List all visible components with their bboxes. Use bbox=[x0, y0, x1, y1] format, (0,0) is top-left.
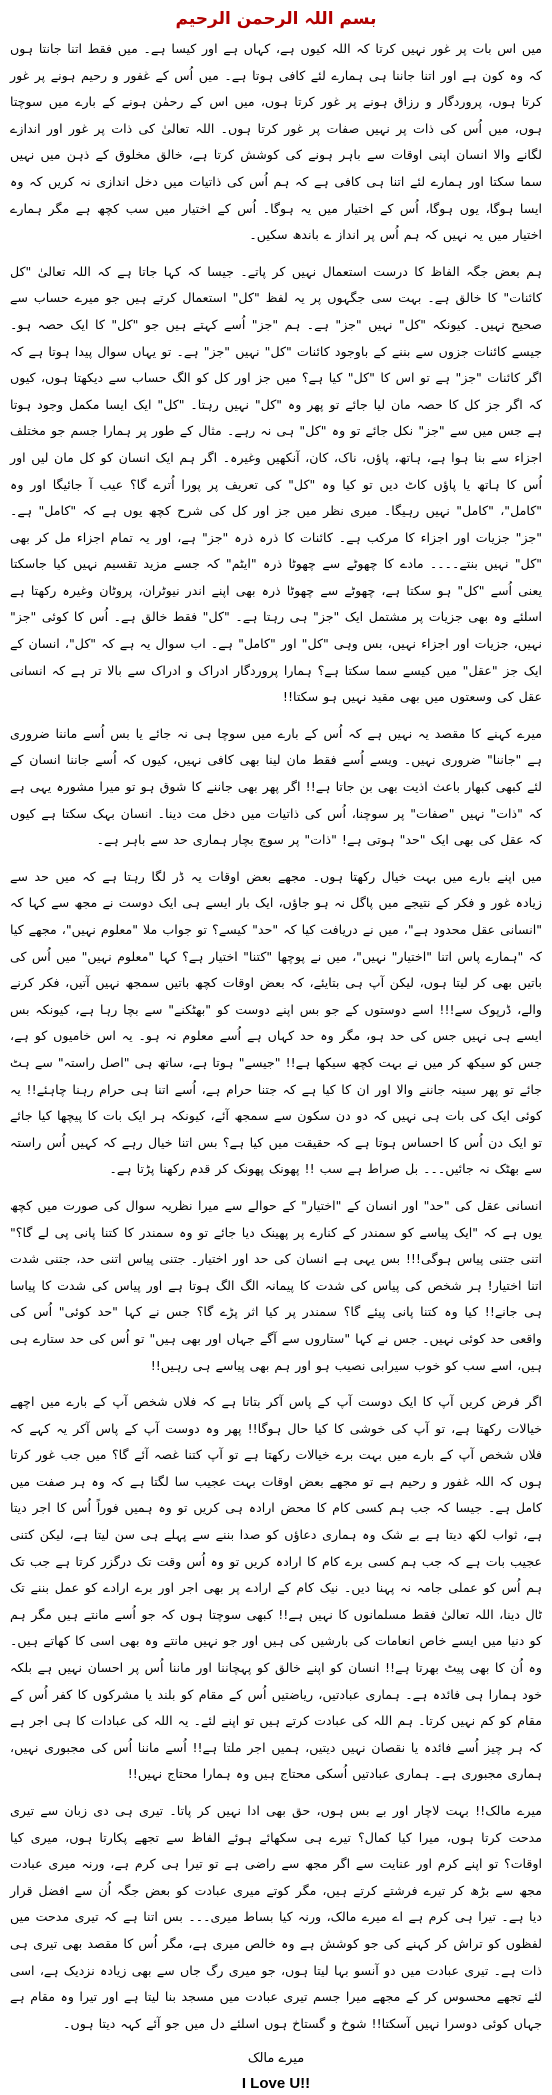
paragraph-1: میں اس بات پر غور نہیں کرتا کہ اللہ کیوں ہے، کہاں ہے اور کیسا ہے۔ میں فقط اتنا جانتا ہوں کہ وہ کون ہے اور اتنا جاننا ہی ہمارے لئے کافی ہوتا ہے۔ میں اُس کے غفور و رحیم ہونے پر غور کرتا ہوں، پروردگار و رزاق ہونے پر غور کرتا ہوں، میں اس کے رحمٰن ہونے کے بارے میں سوچتا ہوں، میں اُس کی ذات پر نہیں صفات پر غور کرتا ہوں۔ اللہ تعالیٰ کی ذات پر غور اور اندازے لگانے والا انسان اپنی اوقات سے باہر ہونے کی کوشش کرتا ہے، خالق مخلوق کے ذہن میں نہیں سما سکتا اور ہمارے لئے اتنا ہی کافی ہے کہ ہم اُس کی ذاتیات میں دخل اندازی نہ کریں کہ وہ ایسا ہوگا، یوں ہوگا، اُس کے اختیار میں یہ ہوگا۔ اُس کے اختیار میں سب کچھ ہے مگر ہمارے اختیار میں یہ نہیں کہ ہم اُس پر انداز ے باندھ سکیں۔ bbox=[10, 41, 542, 243]
closing-signature: I Love U!! bbox=[241, 2075, 311, 2093]
paragraph-4: میں اپنے بارے میں بہت خیال رکھتا ہوں۔ مجھے بعض اوقات یہ ڈر لگا رہتا ہے کہ میں حد سے زیادہ غور و فکر کے نتیجے میں پاگل نہ ہو جاؤں، ایک بار ایسے ہی ایک دوست نے مجھ سے کہا کہ "انسانی عقل محدود ہے"، میں نے دریافت کیا کہ "حد" کیسے؟ تو جواب ملا "معلوم نہیں"، مجھے کیا کہ "ہمارے پاس اتنا "اختیار" نہیں"، میں نے پوچھا "کتنا" اختیار ہے؟ کہا "معلوم نہیں" میں اُس کی باتیں بھی کر لیتا ہوں، لیکن آپ ہی بتایئے، کہ بعض اوقات کچھ باتیں سمجھ نہیں آتیں، فکر کرنے والے، ڈرپوک سے!!! اسے دوستوں کے جو بس اپنے دوست کو "بھٹکنے" سے بچا رہا ہے، کیونکہ بس ایسے ہی نہیں جس کی حد ہو، مگر وہ حد کہاں ہے اُسے معلوم نہ ہو۔ یہ اس خامیوں کو ہے، جس کو سیکھ کر میں نے بہت کچھ سیکھا ہے!! "جیسے" ہوتا ہے، ساتھ ہی "اصل راستہ" سے ہٹ جائے تو پھر سینہ جاننے والا اور ان کا کیا ہے کہ جتنا حرام ہے، اُسے اتنا ہی حرام رہنا چاہئے!! یہ کوئی ایک کی بات ہی نہیں کہ دو دن سکون سے سمجھ آئے، کیونکہ ہر ایک بات کا پیچھا کیا جائے تو ایک دن اُس کا احساس ہوتا ہے کہ حقیقت میں کیا ہے؟ بس اتنا خیال رہے کہ کہیں اُس راستہ سے بھٹک نہ جائیں۔۔۔ بل صراط ہے سب !! پھونک پھونک کر قدم رکھنا پڑتا ہے۔ bbox=[10, 868, 542, 1177]
paragraph-5: انسانی عقل کی "حد" اور انسان کے "اختیار" کے حوالے سے میرا نظریہ سوال کی صورت میں کچھ یوں ہے کہ "ایک پیاسے کو سمندر کے کنارے پر پھینک دیا جائے تو وہ سمندر کا کتنا پانی پی لے گا؟" اتنی جتنی پیاس ہوگی!!! بس یہی ہے انسان کی حد اور اختیار۔ جتنی پیاس اتنی حد، جتنی شدت اتنا اختیار! ہر شخص کی پیاس کی شدت کا پیمانہ الگ الگ ہوتا ہے اور پیاس کی شدت کا پیاسا ہی جانے!! کیا وہ کتنا پانی پیئے گا؟ سمندر پر کیا اثر پڑے گا؟ جس نے کہا "حد کوئی" اُس کی واقعی حد کوئی نہیں۔ جس نے کہا "ستاروں سے آگے جہاں اور بھی ہیں" تو اُس کی حد ستارے ہی ہیں، اسے سب کو خوب سیرابی نصیب ہو اور ہم بھی پیاسے ہی رہیں!! bbox=[10, 1197, 542, 1373]
paragraph-7: میرے مالک!! بہت لاچار اور بے بس ہوں، حق بھی ادا نہیں کر پاتا۔ تیری ہی دی زبان سے تیری مدحت کرتا ہوں، میرا کیا کمال؟ تیرے ہی سکھائے ہوئے الفاظ سے تجھے پکارتا ہوں، میری کیا اوقات؟ تو اپنے کرم اور عنایت سے اگر مجھ سے راضی ہے تو تیرا ہی کرم ہے، ورنہ میری عبادت مجھ سے بڑھ کر تیرے فرشتے کرتے ہیں، مگر کوتے میری عبادت کو بعض جگہ اُن سے افضل قرار دیا ہے۔ تیرا ہی کرم ہے اے میرے مالک، ورنہ کیا بساط میری۔۔۔ بس اتنا ہے کہ تیری مدحت میں لفظوں کو تراش کر کہنے کی جو کوشش ہے وہ خالص میری ہے، مگر اُس کا مقصد بھی تیری ہی ذات ہے۔ تیری عبادت میں دو آنسو بہا لیتا ہوں، جو میری رگ جاں سے بھی زیادہ نزدیک ہے، اسی لئے تجھے محسوس کر کے مجھے میرا جسم تیری عبادت میں مسجد بنا لیتا ہے اور تیرا وہ مقام ہے جہاں کوئی دوسرا نہیں آسکتا!! شوخ و گستاخ ہوں اسلئے دل میں جو آئے کہہ دیتا ہوں۔ bbox=[10, 1803, 542, 2031]
paragraph-2: ہم بعض جگہ الفاظ کا درست استعمال نہیں کر پاتے۔ جیسا کہ کہا جاتا ہے کہ اللہ تعالیٰ "کل کائنات" کا خالق ہے۔ بہت سی جگہوں پر یہ لفظ "کل" استعمال کرتے ہیں جو میرے حساب سے صحیح نہیں۔ کیونکہ "کل" نہیں "جز" ہے۔ ہم "جز" اُسے کہتے ہیں جو "کل" کا ایک حصہ ہو۔ جیسے کائنات جزوں سے بننے کے باوجود کائنات "کل" نہیں "جز" ہے۔ تو یہاں سوال پیدا ہوتا ہے کہ اگر کائنات "جز" ہے تو اس کا "کل" کیا ہے؟ میں جز اور کل کو الگ حساب سے دیکھتا ہوں، کیوں کہ اگر جز کل کا حصہ مان لیا جائے تو پھر وہ "کل" نہیں رہتا۔ "کل" ایک ایسا مکمل وجود ہوتا ہے جس میں سے "جز" نکل جائے تو وہ "کل" ہی نہ رہے۔ مثال کے طور پر ہمارا جسم جو مختلف اجزاء سے بنا ہوا ہے، ہاتھ، پاؤں، ناک، کان، آنکھیں وغیرہ۔ اگر ہم ایک انسان کو کل مان لیں اور اُس کا ہاتھ یا پاؤں کاٹ دیں تو کیا وہ "کل" کی تعریف پر پورا اُترے گا؟ عیب آ جائیگا اور وہ "کامل"، "کامل" نہیں رہیگا۔ میری نظر میں جز اور کل کی شرح کچھ یوں ہے کہ "کامل" ہے۔ "جز" جزیات اور اجزاء کا مرکب ہے۔ کائنات کا ذرہ ذرہ "جز" ہے، اور یہ تمام اجزاء مل کر بھی "کل" نہیں بنتے۔۔۔۔ مادے کا چھوٹے سے چھوٹا ذرہ "ایٹم" کہ جسے مزید تقسیم نہیں کیا جاسکتا یعنی اُسے "کل" ہو سکتا ہے، چھوٹے سے چھوٹا ذرہ بھی اپنے اندر نیوٹران، پروٹان وغیرہ رکھتا ہے اسلئے وہ بھی جزیات پر مشتمل ایک "جز" ہی رہتا ہے۔ "کل" فقط خالق ہے۔ اُس کا کوئی "جز" نہیں، جزیات اور اجزاء نہیں، بس وہی "کل" اور "کامل" ہے۔ اب سوال یہ ہے کہ "کل"، انسان کے ایک جز "عقل" میں کیسے سما سکتا ہے؟ ہمارا پروردگار ادراک و ادراک سے بالا تر ہے کہ انسانی عقل کی وسعتوں میں بھی مقید نہیں ہو سکتا!! bbox=[10, 263, 542, 705]
bismillah-heading: بسم اللہ الرحمن الرحیم bbox=[175, 9, 377, 29]
closing-line: میرے مالک bbox=[247, 2051, 305, 2067]
paragraph-3: میرے کہنے کا مقصد یہ نہیں ہے کہ اُس کے بارے میں سوچا ہی نہ جائے یا بس اُسے ماننا ضروری ہے "جاننا" ضروری نہیں۔ ویسے اُسے فقط مان لینا بھی کافی نہیں، کیوں کہ اُسے جاننا انسان کے لئے کبھی کبھار باعث اذیت بھی بن جاتا ہے!! اگر پھر بھی جاننے کا شوق ہو تو میرا مشورہ یہی ہے کہ "ذات" نہیں "صفات" پر سوچنا، اُس کی ذاتیات میں دخل مت دینا۔ انسان بہک سکتا ہے کیوں کہ عقل کی بھی ایک "حد" ہوتی ہے! "ذات" پر سوچ بچار ہماری حد سے باہر ہے۔ bbox=[10, 725, 542, 848]
paragraph-6: اگر فرض کریں آپ کا ایک دوست آپ کے پاس آکر بتاتا ہے کہ فلاں شخص آپ کے بارے میں اچھے خیالات رکھتا ہے، تو آپ کی خوشی کا کیا حال ہوگا!! پھر وہ دوست آپ کے پاس آکر یہ کہے کہ فلاں شخص آپ کے بارے میں بہت برے خیالات رکھتا ہے تو آپ کتنا غصہ آئے گا؟ میں جب غور کرتا ہوں کہ اللہ غفور و رحیم ہے تو مجھے بعض اوقات بہت عجیب سا لگتا ہے کہ وہ ہر صفت میں کامل ہے۔ جیسا کہ جب ہم کسی کام کا محض ارادہ ہی کریں تو وہ ہمیں فوراً اُس کا اجر دیتا ہے، ثواب لکھ دیتا ہے بے شک وہ ہماری دعاؤں کو صدا بننے سے پہلے ہی سن لیتا ہے، لیکن کتنی عجیب بات ہے کہ جب ہم کسی برے کام کا ارادہ کریں تو وہ اُس وقت تک درگزر کرتا ہے جب تک ہم اُس کو عملی جامہ نہ پہنا دیں۔ نیک کام کے ارادے پر بھی اجر اور برے ارادے کو عمل بننے تک ٹال دینا، اللہ تعالیٰ فقط مسلمانوں کا نہیں ہے!! کبھی سوچتا ہوں کہ جو اُسے مانتے ہیں مگر ہم کو دنیا میں ایسے خاص انعامات کی بارشیں کی ہیں اور جو نہیں مانتے وہ بھی اسی کا کھاتے ہیں۔ وہ اُن کا بھی پیٹ بھرتا ہے!! انسان کو اپنے خالق کو پہچاننا اور ماننا اُس پر احسان نہیں ہے بلکہ خود ہمارا ہی فائدہ ہے۔ ہماری عبادتیں، ریاضتیں اُس کے مقام کو بلند یا مشرکوں کا کفر اُس کے مقام کو کم نہیں کرتا۔ ہم اللہ کی عبادت کرتے ہیں تو اپنے لئے۔ یہ اللہ کی عبادات کا ہی اجر ہے کہ ہر چیز اُسے فائدہ یا نقصان نہیں دیتیں، ہمیں اجر ملتا ہے!! اُسے ماننا اُس کی مجبوری نہیں، ہماری مجبوری ہے۔ ہماری عبادتیں اُسکی محتاج ہیں وہ ہمارا محتاج نہیں!! bbox=[10, 1394, 542, 1782]
